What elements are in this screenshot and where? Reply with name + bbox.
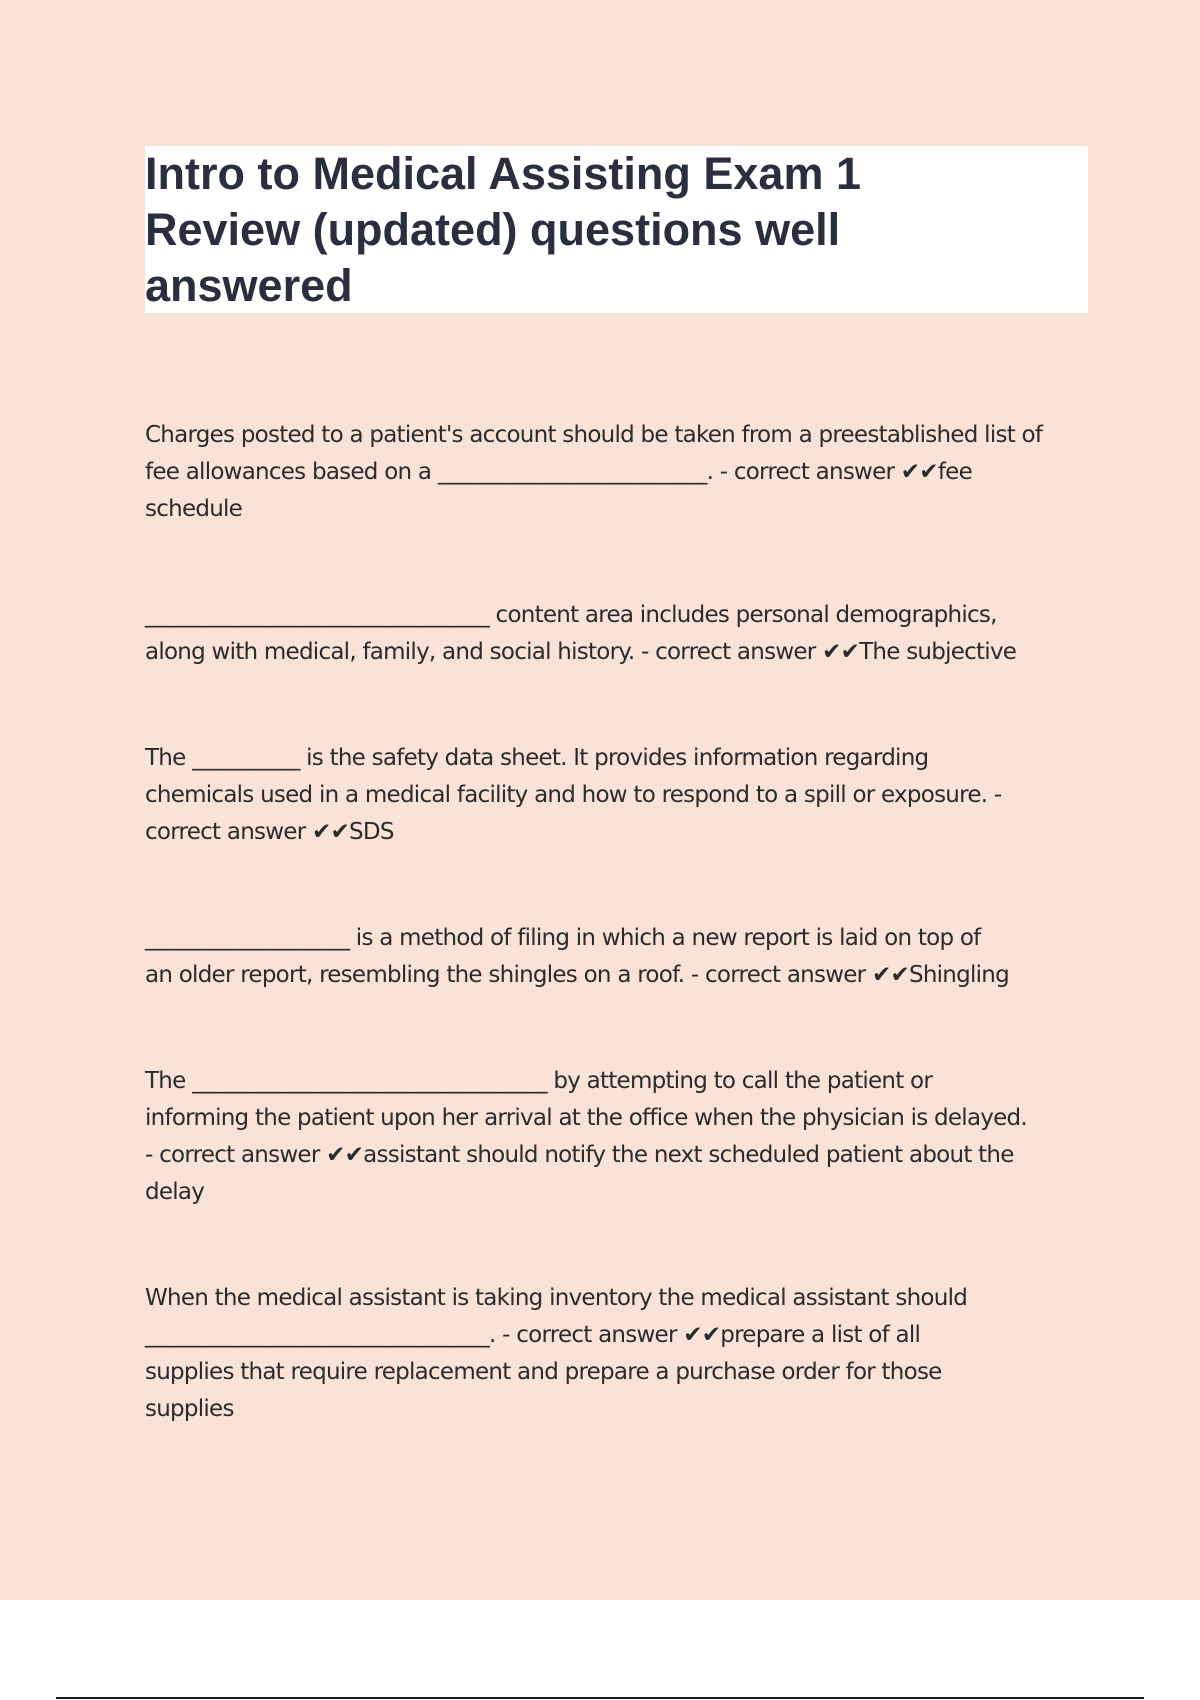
question-item: Charges posted to a patient's account should be taken from a preestablished list of fee allowances based on a _________________________. - correct answer ✔✔fee schedule — [145, 422, 1043, 522]
question-item: The _________________________________ by attempting to call the patient or informing the patient upon her arrival at the office when the physician is delayed. - correct answer ✔✔assistant should notify the next scheduled patient about the delay — [145, 1068, 1027, 1205]
question-item: ___________________ is a method of filing in which a new report is laid on top of an older report, resembling the shingles on a roof. - correct answer ✔✔Shingling — [145, 925, 1009, 988]
title-box — [145, 146, 1088, 313]
question-item: When the medical assistant is taking inventory the medical assistant should ________________________________. - correct answer ✔✔prepare a list of all supplies that require replacement and prepare a purchase order for those supplies — [145, 1285, 968, 1422]
footer-divider — [56, 1697, 1144, 1699]
page-title: Intro to Medical Assisting Exam 1 Review (updated) questions well answered — [145, 148, 862, 311]
question-item: ________________________________ content area includes personal demographics, along with medical, family, and social history. - correct answer ✔✔The subjective — [145, 602, 1017, 665]
question-list — [145, 417, 1090, 1428]
question-item: The __________ is the safety data sheet. It provides information regarding chemicals used in a medical facility and how to respond to a spill or exposure. - correct answer ✔✔SDS — [145, 745, 1002, 845]
